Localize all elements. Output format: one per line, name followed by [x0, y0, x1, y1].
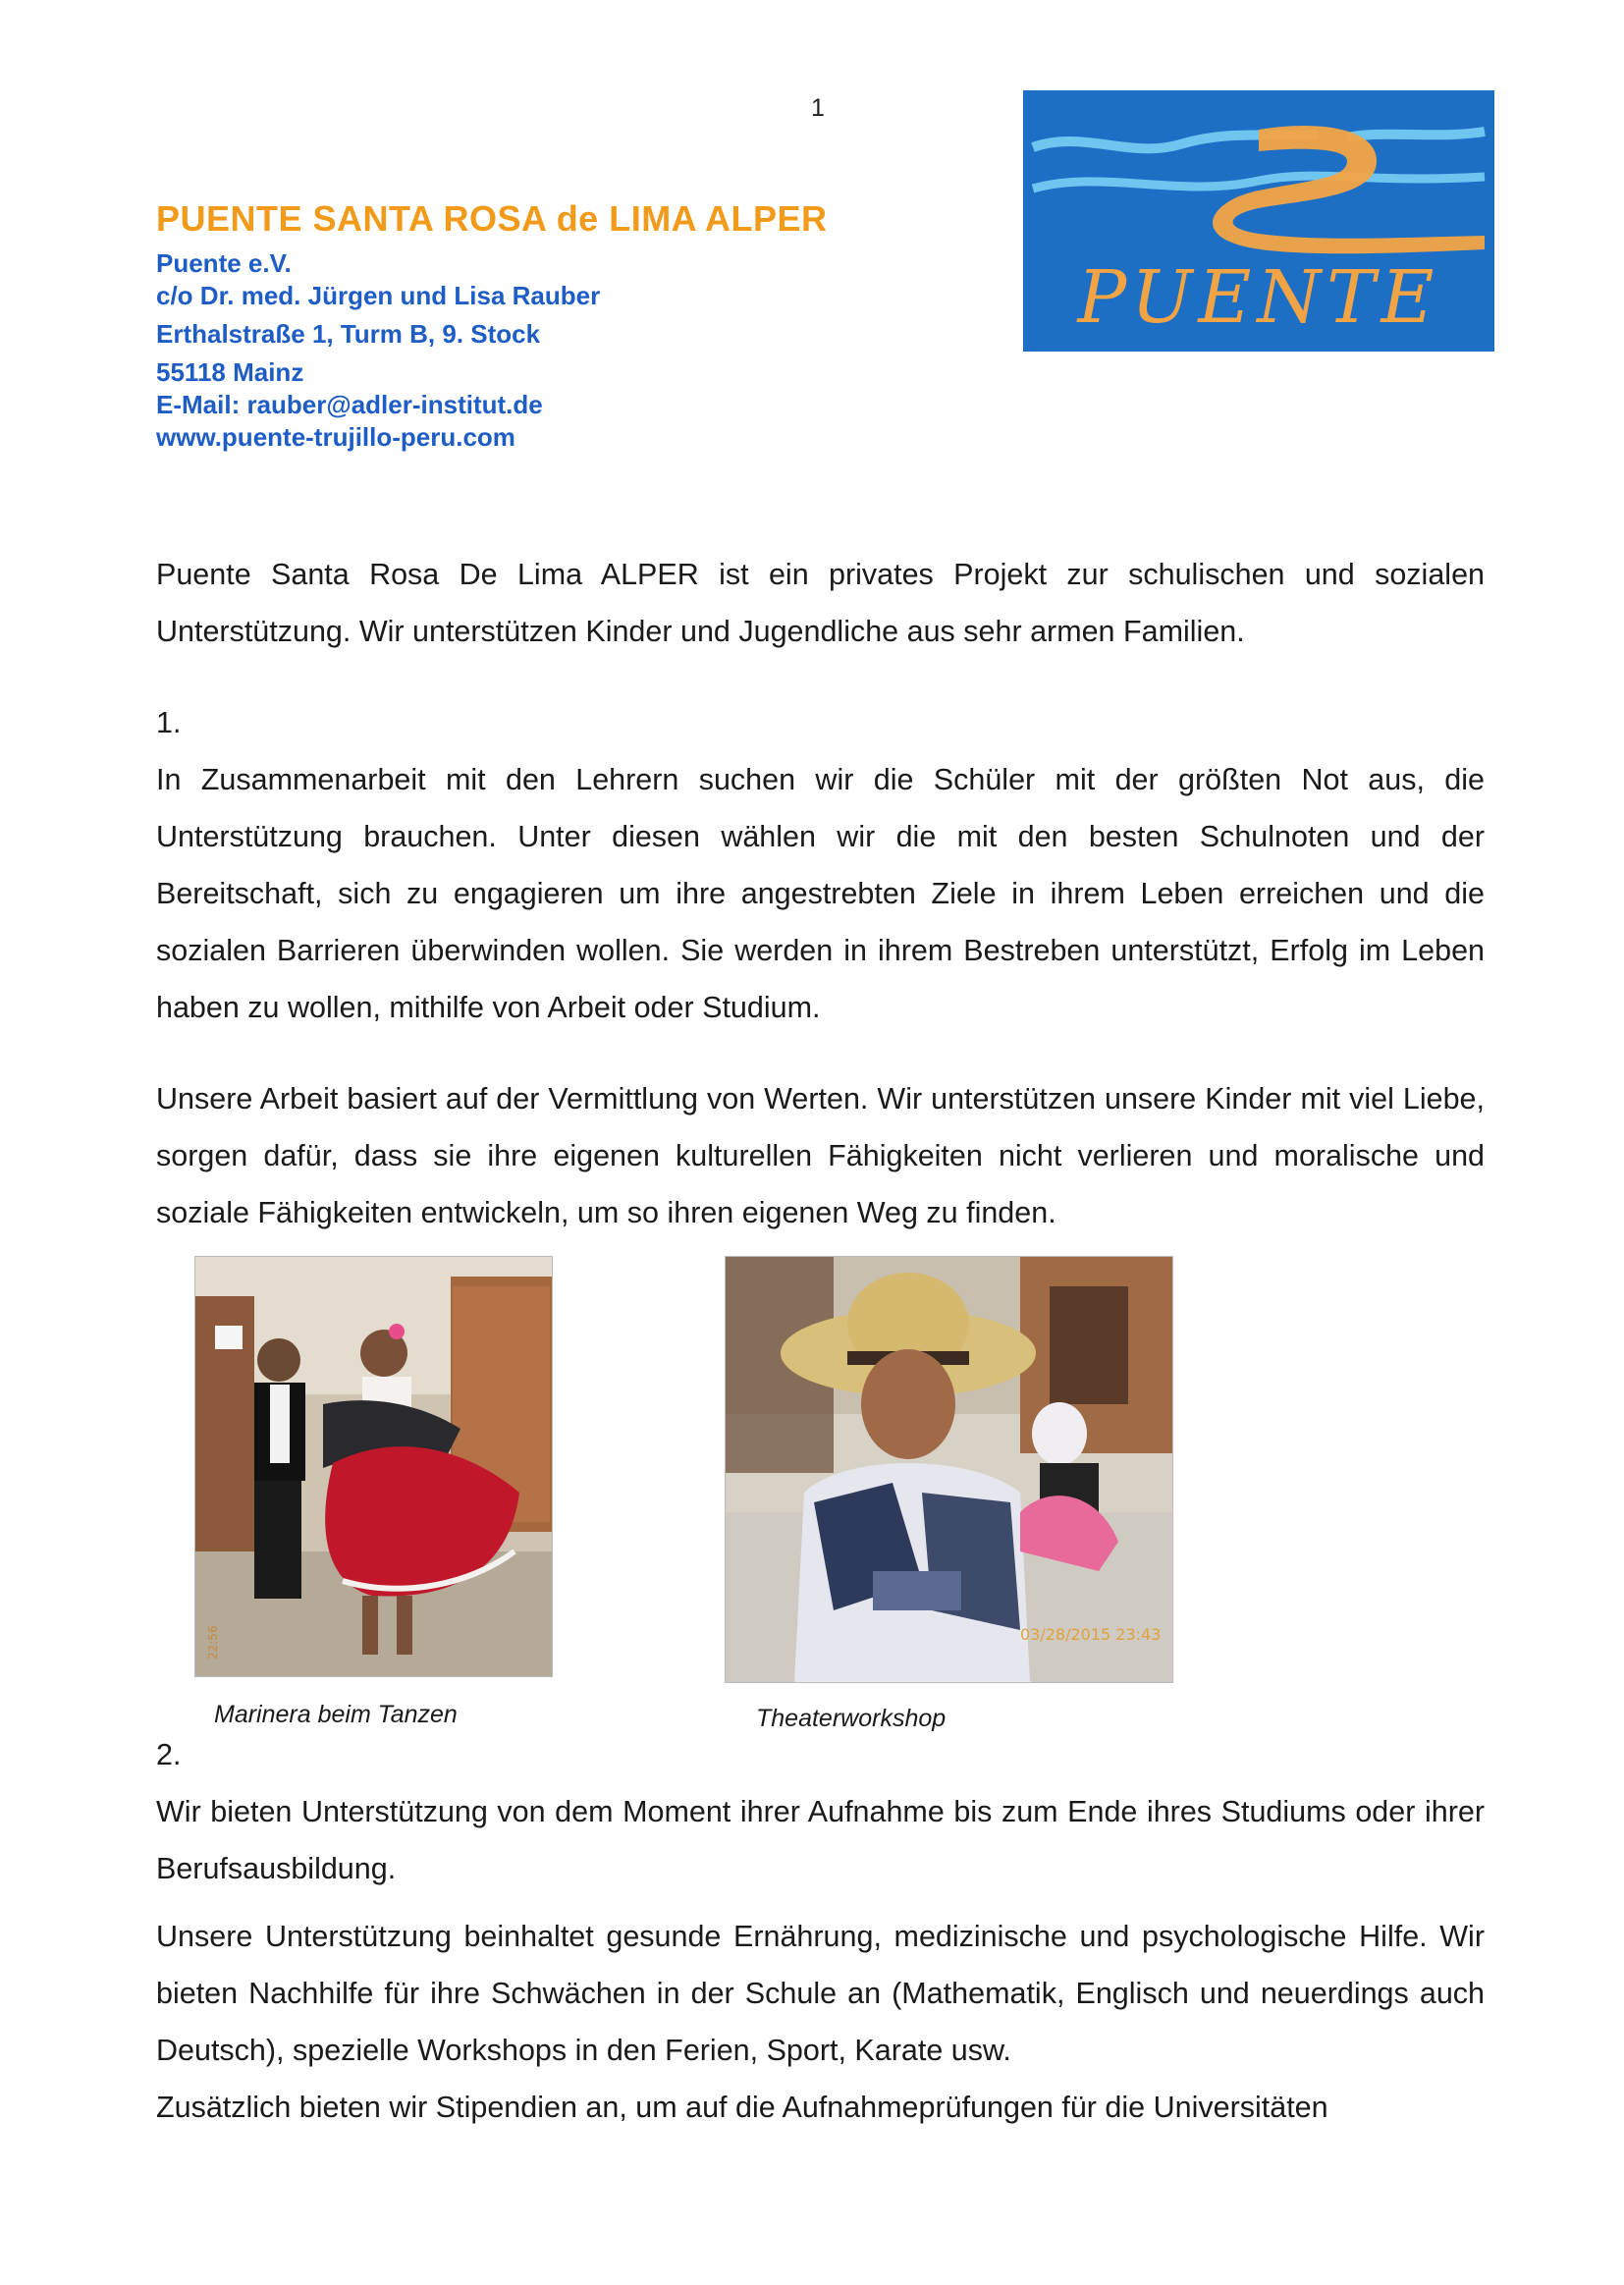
photo-theater-image — [726, 1257, 1172, 1682]
svg-text:22:56: 22:56 — [206, 1625, 220, 1659]
contact-block — [156, 247, 600, 454]
puente-logo-graphic — [1023, 90, 1494, 352]
photo-marinera-dance — [194, 1256, 553, 1677]
puente-logo — [1023, 90, 1494, 352]
page-number: 1 — [811, 94, 825, 122]
section-2-continued — [156, 1908, 1485, 2136]
contact-email: E-Mail: rauber@adler-institut.de — [156, 390, 543, 419]
contact-website: www.puente-trujillo-peru.com — [156, 422, 515, 452]
section-2-number: 2. — [156, 1738, 182, 1771]
caption-marinera: Marinera beim Tanzen — [214, 1701, 458, 1728]
section-2-paragraph-3: Zusätzlich bieten wir Stipendien an, um auf die Aufnahmeprüfungen für die Universitäten — [156, 2091, 1328, 2124]
photo-marinera-image — [195, 1257, 552, 1676]
section-1 — [156, 694, 1485, 1036]
organization-title: PUENTE SANTA ROSA de LIMA ALPER — [156, 198, 828, 239]
photo-theater-workshop — [725, 1256, 1173, 1683]
section-1-continued — [156, 1070, 1485, 1241]
logo-text: PUENTE — [1077, 255, 1440, 340]
photo-timestamp: 03/28/2015 23:43 — [1020, 1625, 1162, 1644]
contact-org-name: Puente e.V. — [156, 248, 292, 278]
section-1-paragraph-2: Unsere Arbeit basiert auf der Vermittlung von Werten. Wir unterstützen unsere Kinder mit viel Liebe, sorgen dafür, dass sie ihre eigenen kulturellen Fähigkeiten nicht verlieren und moralische und soziale Fähigkeiten entwickeln, um so ihren eigenen Weg zu finden. — [156, 1082, 1485, 1229]
section-1-paragraph-1: In Zusammenarbeit mit den Lehrern suchen wir die Schüler mit der größten Not aus, die Unterstützung brauchen. Unter diesen wählen wir die mit den besten Schulnoten und der Bereitschaft, sich zu engagieren um ihre angestrebten Ziele in ihrem Leben erreichen und die sozialen Barrieren überwinden wollen. Sie werden in ihrem Bestreben unterstützt, Erfolg im Leben haben zu wollen, mithilfe von Arbeit oder Studium. — [156, 763, 1485, 1024]
contact-city: 55118 Mainz — [156, 357, 304, 387]
intro-text: Puente Santa Rosa De Lima ALPER ist ein privates Projekt zur schulischen und sozialen Unterstützung. Wir unterstützen Kinder und Jugendliche aus sehr armen Familien. — [156, 558, 1485, 648]
section-2-paragraph-2: Unsere Unterstützung beinhaltet gesunde Ernährung, medizinische und psychologische Hilfe. Wir bieten Nachhilfe für ihre Schwächen in der Schule an (Mathematik, Englisch und neuerdings auch Deutsch), spezielle Workshops in den Ferien, Sport, Karate usw. — [156, 1920, 1485, 2067]
section-2-paragraph-1: Wir bieten Unterstützung von dem Moment ihrer Aufnahme bis zum Ende ihres Studiums oder ihrer Berufsausbildung. — [156, 1795, 1485, 1885]
caption-theater: Theaterworkshop — [756, 1705, 947, 1732]
contact-care-of: c/o Dr. med. Jürgen und Lisa Rauber — [156, 281, 601, 310]
contact-street: Erthalstraße 1, Turm B, 9. Stock — [156, 319, 541, 349]
intro-paragraph — [156, 546, 1485, 660]
section-1-number: 1. — [156, 706, 182, 739]
section-2 — [156, 1726, 1485, 1897]
